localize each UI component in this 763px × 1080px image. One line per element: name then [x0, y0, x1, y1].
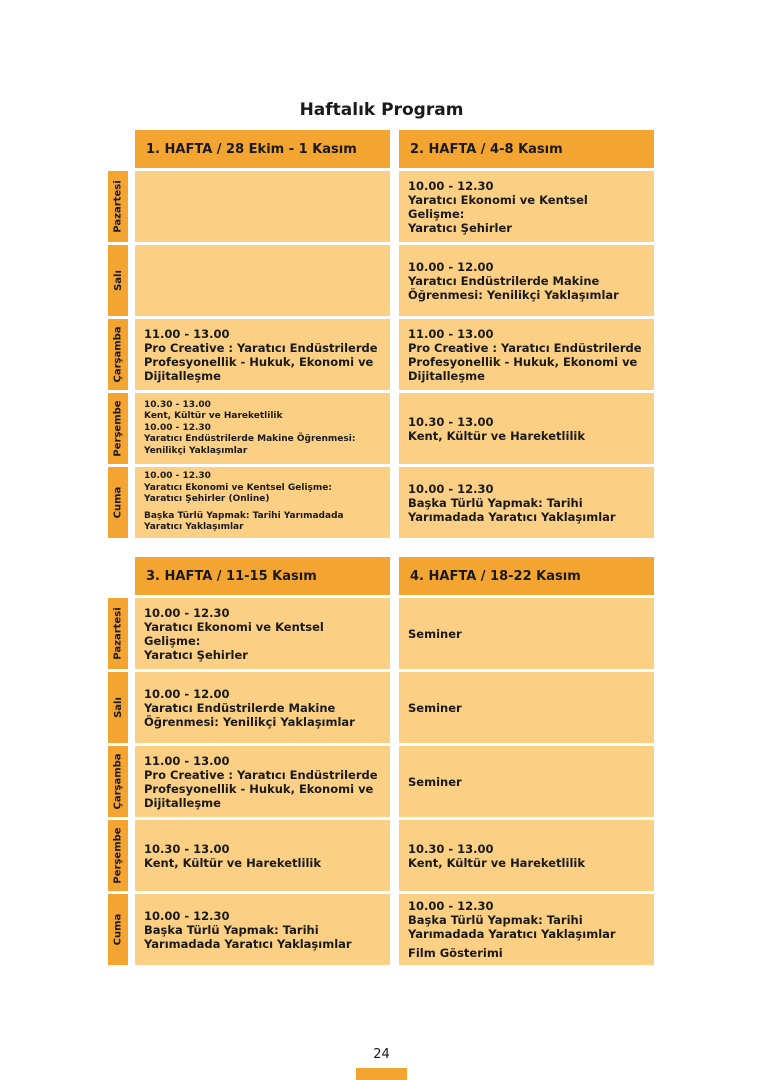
- schedule-cell: [135, 171, 390, 242]
- cell-line: Profesyonellik - Hukuk, Ekonomi ve: [144, 781, 374, 796]
- day-label-text: Çarşamba: [112, 326, 124, 383]
- cell-line: Yaratıcı Ekonomi ve Kentsel Gelişme:: [408, 192, 588, 221]
- cell-line: 10.00 - 12.00: [408, 259, 494, 274]
- schedule-cell: [135, 894, 390, 965]
- day-label: [108, 894, 128, 965]
- cell-line: Öğrenmesi: Yenilikçi Yaklaşımlar: [144, 714, 355, 729]
- cell-line: Dijitalleşme: [144, 368, 221, 383]
- cell-line: 10.00 - 12.30: [144, 471, 211, 482]
- cell-line: 10.30 - 13.00: [144, 399, 211, 410]
- day-label-text: Cuma: [112, 486, 124, 519]
- cell-line: Yaratıcı Şehirler (Online): [144, 494, 270, 505]
- cell-line: Pro Creative : Yaratıcı Endüstrilerde: [408, 340, 642, 355]
- day-label-text: Perşembe: [112, 400, 124, 457]
- day-label-text: Cuma: [112, 913, 124, 946]
- week-header: 2. HAFTA / 4-8 Kasım: [399, 130, 654, 168]
- cell-line: Yarımadada Yaratıcı Yaklaşımlar: [408, 509, 616, 524]
- cell-line: Seminer: [408, 626, 462, 641]
- cell-line: Seminer: [408, 774, 462, 789]
- day-label-text: Pazartesi: [112, 180, 124, 233]
- cell-line: Öğrenmesi: Yenilikçi Yaklaşımlar: [408, 287, 619, 302]
- cell-line: Yaratıcı Ekonomi ve Kentsel Gelişme:: [144, 619, 324, 648]
- schedule-cell: [135, 672, 390, 743]
- cell-line: Başka Türlü Yapmak: Tarihi: [408, 495, 583, 510]
- day-label: [108, 820, 128, 891]
- cell-line: Kent, Kültür ve Hareketlilik: [144, 411, 283, 422]
- day-label: [108, 393, 128, 464]
- day-label-text: Salı: [112, 270, 124, 291]
- schedule-cell: [135, 393, 390, 464]
- cell-line: Kent, Kültür ve Hareketlilik: [144, 855, 321, 870]
- cell-line: 10.00 - 12.30: [144, 422, 211, 433]
- page-title: Haftalık Program: [299, 100, 464, 120]
- week-header: 4. HAFTA / 18-22 Kasım: [399, 557, 654, 595]
- schedule-cell: [399, 598, 654, 669]
- cell-line: Yaratıcı Endüstrilerde Makine: [144, 700, 336, 715]
- cell-line: Pro Creative : Yaratıcı Endüstrilerde: [144, 767, 378, 782]
- week-header: 1. HAFTA / 28 Ekim - 1 Kasım: [135, 130, 390, 168]
- day-label-text: Çarşamba: [112, 753, 124, 810]
- cell-line: Dijitalleşme: [144, 795, 221, 810]
- schedule-cell: [399, 467, 654, 538]
- cell-line: Yaratıcı Şehirler: [408, 220, 512, 235]
- cell-line: Başka Türlü Yapmak: Tarihi Yarımadada: [144, 510, 344, 521]
- cell-line: Film Gösterimi: [408, 946, 503, 960]
- cell-line: Yaratıcı Ekonomi ve Kentsel Gelişme:: [144, 482, 332, 493]
- cell-line: 10.00 - 12.30: [144, 908, 230, 923]
- cell-line: 10.00 - 12.30: [408, 178, 494, 193]
- day-label: [108, 746, 128, 817]
- schedule-cell: [399, 245, 654, 316]
- schedule-cell: [399, 319, 654, 390]
- cell-line: Yaratıcı Endüstrilerde Makine Öğrenmesi:: [144, 434, 356, 445]
- cell-line: Kent, Kültür ve Hareketlilik: [408, 855, 585, 870]
- day-label: [108, 319, 128, 390]
- schedule-cell: [135, 245, 390, 316]
- cell-line: Profesyonellik - Hukuk, Ekonomi ve: [144, 354, 374, 369]
- schedule-cell: [135, 319, 390, 390]
- cell-line: Yaratıcı Yaklaşımlar: [144, 522, 244, 533]
- cell-line: Yaratıcı Şehirler: [144, 647, 248, 662]
- cell-line: 11.00 - 13.00: [144, 326, 230, 341]
- schedule-cell: [399, 820, 654, 891]
- cell-line: 10.30 - 13.00: [408, 414, 494, 429]
- day-label: [108, 467, 128, 538]
- day-label-text: Perşembe: [112, 827, 124, 884]
- cell-line: 10.30 - 13.00: [408, 841, 494, 856]
- day-label: [108, 245, 128, 316]
- cell-line: Seminer: [408, 700, 462, 715]
- cell-line: Kent, Kültür ve Hareketlilik: [408, 428, 585, 443]
- schedule-cell: [399, 894, 654, 965]
- cell-line: 11.00 - 13.00: [144, 753, 230, 768]
- day-label: [108, 171, 128, 242]
- cell-line: 10.00 - 12.00: [144, 686, 230, 701]
- cell-line: 10.30 - 13.00: [144, 841, 230, 856]
- cell-line: Yenilikçi Yaklaşımlar: [144, 445, 248, 456]
- cell-line: Yaratıcı Endüstrilerde Makine: [408, 273, 600, 288]
- schedule-cell: [135, 598, 390, 669]
- page-number: 24: [373, 1047, 390, 1062]
- schedule-cell: [399, 672, 654, 743]
- cell-line: Profesyonellik - Hukuk, Ekonomi ve: [408, 354, 638, 369]
- cell-line: Başka Türlü Yapmak: Tarihi: [144, 922, 319, 937]
- cell-line: Pro Creative : Yaratıcı Endüstrilerde: [144, 340, 378, 355]
- cell-line: 10.00 - 12.30: [144, 605, 230, 620]
- day-label: [108, 598, 128, 669]
- cell-line: 10.00 - 12.30: [408, 481, 494, 496]
- schedule-cell: [135, 820, 390, 891]
- day-label: [108, 672, 128, 743]
- cell-line: Yarımadada Yaratıcı Yaklaşımlar: [144, 936, 352, 951]
- week-header: 3. HAFTA / 11-15 Kasım: [135, 557, 390, 595]
- schedule-cell: [135, 467, 390, 538]
- schedule-cell: [399, 171, 654, 242]
- cell-line: Başka Türlü Yapmak: Tarihi: [408, 913, 583, 927]
- schedule-cell: [135, 746, 390, 817]
- schedule-cell: [399, 393, 654, 464]
- page-number-bar: [356, 1068, 407, 1080]
- day-label-text: Salı: [112, 697, 124, 718]
- cell-line: Yarımadada Yaratıcı Yaklaşımlar: [408, 927, 616, 941]
- cell-line: Dijitalleşme: [408, 368, 485, 383]
- schedule-cell: [399, 746, 654, 817]
- cell-line: 10.00 - 12.30: [408, 899, 494, 913]
- day-label-text: Pazartesi: [112, 607, 124, 660]
- cell-line: 11.00 - 13.00: [408, 326, 494, 341]
